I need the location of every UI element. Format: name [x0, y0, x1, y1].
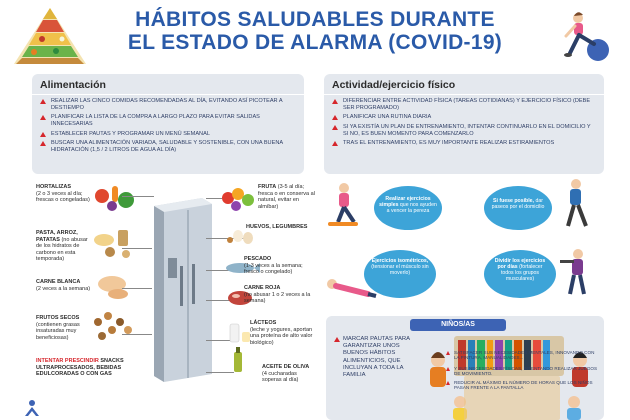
food-pasta [36, 230, 94, 263]
food-desc: (1-3 veces a la semana; fresco o congelado) [244, 262, 303, 275]
food-name: CARNE BLANCA [36, 279, 81, 285]
activity-text: (fortalecer todos los grupos musculares) [500, 264, 543, 282]
person-squat-icon [328, 183, 358, 226]
food-name: HORTALIZAS [36, 184, 72, 190]
food-carne-roja [244, 285, 314, 305]
warning-snacks [36, 358, 142, 378]
list-item: SI YA EXISTÍA UN PLAN DE ENTRENAMIENTO, INTENTAR CONTINUARLO EN EL DOMICILIO Y SI NO, ES BUEN MOMENTO PARA COMENZARLO [332, 124, 596, 138]
logo-icon [22, 398, 42, 418]
food-desc: (3-5 al día; fresca o en conserva al natural, evitar en almíbar) [258, 184, 315, 210]
activity-text: dar paseos por el domicilio [491, 198, 545, 210]
alimentacion-title: Alimentación [32, 74, 304, 95]
exercise-ball-icon [548, 8, 618, 62]
title-line-2: EL ESTADO DE ALARMA (COVID-19) [127, 31, 503, 54]
activity-illustrations [324, 178, 604, 314]
kids-tip: Y SUS NECESIDADES FÍSICAS, INTENTANDO REALIZAR JUEGOS DE MOVIMIENTO. [446, 366, 598, 377]
activity-bold: Realizar ejercicios simples [379, 196, 431, 208]
activity-text: que nos ayuden a vencer la pereza [386, 202, 437, 214]
list-item: DIFERENCIAR ENTRE ACTIVIDAD FÍSICA (TAREAS COTIDIANAS) Y EJERCICIO FÍSICO (DEBE SER PROGRAMADO) [332, 98, 596, 112]
list-item: TRAS EL ENTRENAMIENTO, ES MUY IMPORTANTE REALIZAR ESTIRAMIENTOS [332, 140, 596, 147]
olive-oil-icon [234, 347, 242, 372]
activity-walk [489, 198, 547, 210]
food-desc: (leche y yogures, aportan una proteína de alto valor biológico) [250, 326, 313, 346]
eggs-icon [227, 230, 253, 244]
actividad-panel [324, 74, 604, 174]
activity-bold: Dividir los ejercicios por días [494, 258, 546, 270]
activity-split [491, 258, 549, 282]
left-food-illustrations [88, 176, 140, 356]
pasta-icon [94, 230, 130, 258]
leader-line [122, 334, 152, 335]
fridge-icon [142, 196, 214, 382]
alimentacion-list [32, 95, 304, 154]
warning-highlight: INTENTAR PRESCINDIR [36, 358, 99, 364]
vegetables-icon [95, 186, 134, 211]
food-hortalizas [36, 184, 92, 204]
list-item: ESTABLECER PAUTAS Y PROGRAMAR UN MENÚ SEMANAL [40, 131, 296, 138]
kids-tip: SATISFACER SUS NECESIDADES MENTALES, INNOVANDO CON LA PINTURA, MANUALIDADES... [446, 350, 598, 361]
activity-bold: Si fuese posible, [493, 198, 534, 204]
actividad-list [324, 95, 604, 147]
food-name: PESCADO [244, 256, 272, 262]
list-item: PLANIFICAR UNA RUTINA DIARIA [332, 114, 596, 121]
food-desc: (2 veces a la semana) [36, 285, 91, 292]
actividad-title: Actividad/ejercicio físico [324, 74, 604, 95]
food-name: ACEITE DE OLIVA [262, 364, 310, 370]
list-item: REALIZAR LAS CINCO COMIDAS RECOMENDADAS AL DÍA, EVITANDO ASÍ PICOTEAR A DESTIEMPO [40, 98, 296, 112]
kids-tab: NIÑOS/AS [410, 319, 506, 331]
activity-isometric [371, 258, 429, 276]
food-desc: (4 cucharadas soperas al día) [262, 370, 299, 383]
list-item: BUSCAR UNA ALIMENTACIÓN VARIADA, SALUDABLE Y SOSTENIBLE, CON UNA BUENA HIDRATACIÓN (1,5 / 2 LITROS DE AGUA AL DÍA) [40, 140, 296, 154]
list-item: PLANIFICAR LA LISTA DE LA COMPRA A LARGO PLAZO PARA EVITAR SALIDAS INNECESARIAS [40, 114, 296, 128]
warning-text: SNACKS ULTRAPROCESADOS, BEBIDAS EDULCORADAS O CON GAS [36, 358, 124, 377]
food-name: FRUTA [258, 184, 277, 190]
activity-bold: Ejercicios isométricos, [371, 258, 429, 264]
food-fruta [258, 184, 316, 210]
food-huevos [246, 224, 316, 231]
food-name: PASTA, ARROZ, PATATAS [36, 230, 78, 243]
food-desc: (no abusar de los hidratos de carbono en esta temporada) [36, 236, 88, 262]
activity-simple [379, 196, 437, 214]
alimentacion-panel [32, 74, 304, 174]
kids-main-text: MARCAR PAUTAS PARA GARANTIZAR UNOS BUENOS HÁBITOS ALIMENTICIOS, QUE INCLUYAN A TODA LA FAMILIA [334, 336, 424, 379]
activity-text: (tensionar el músculo sin moverlo) [371, 264, 429, 276]
leader-line [122, 288, 152, 289]
leader-line [122, 196, 154, 197]
person-dumbbell-icon [560, 249, 584, 294]
food-pescado [244, 256, 314, 276]
food-lacteos [250, 320, 316, 346]
nuts-icon [94, 312, 132, 340]
food-pyramid-icon [12, 6, 88, 66]
kids-tip: REDUCIR AL MÁXIMO EL NÚMERO DE HORAS QUE LOS NIÑOS PASAN FRENTE A LA PANTALLA [446, 380, 598, 391]
food-carne-blanca [36, 279, 92, 292]
page-title [100, 8, 530, 54]
food-name: LÁCTEOS [250, 320, 277, 326]
food-frutos-secos [36, 315, 92, 341]
food-desc: (contienen grasas insaturadas muy beneficiosas) [36, 321, 80, 341]
food-aceite [262, 364, 316, 384]
leader-line [122, 248, 152, 249]
food-desc: (no abusar 1 o 2 veces a la semana) [244, 291, 311, 304]
dairy-icon [230, 324, 250, 342]
food-name: HUEVOS, LEGUMBRES [246, 224, 308, 230]
title-line-1: HÁBITOS SALUDABLES DURANTE [135, 8, 495, 31]
food-name: CARNE ROJA [244, 285, 281, 291]
person-walking-icon [568, 179, 586, 226]
food-desc: (2 o 3 veces al día; frescas o congeladas) [36, 190, 90, 203]
fruit-icon [222, 188, 254, 211]
food-name: FRUTOS SECOS [36, 315, 80, 321]
